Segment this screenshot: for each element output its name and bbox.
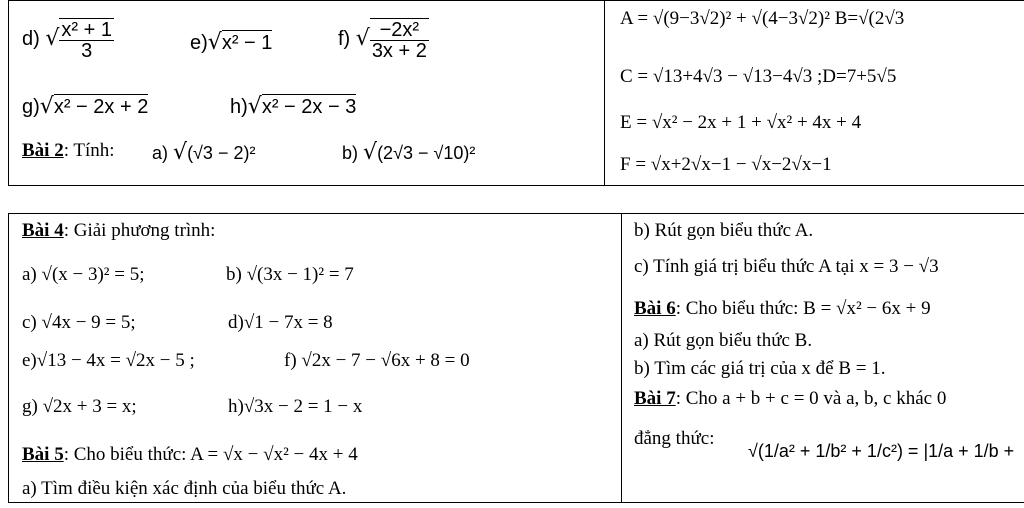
eq-d: d)√1 − 7x = 8 — [228, 312, 333, 333]
expr-C-D: C = √13+4√3 − √13−4√3 ;D=7+5√5 — [620, 66, 897, 87]
bai2-b: b) √(2√3 − √10)² — [342, 140, 476, 165]
item-g: g)√x² − 2x + 2 — [22, 94, 149, 119]
item-h: h)√x² − 2x − 3 — [230, 94, 357, 119]
bai5-a: a) Tìm điều kiện xác định của biểu thức A. — [22, 478, 347, 499]
eq-c: c) √4x − 9 = 5; — [22, 312, 136, 333]
bai6-b: b) Tìm các giá trị của x để B = 1. — [634, 358, 886, 379]
bottom-divider — [621, 213, 622, 503]
bai5-label: Bài 5 — [22, 444, 64, 465]
bai2-a: a) √(√3 − 2)² — [152, 140, 256, 165]
bai5-heading: Bài 5: Cho biểu thức: A = √x − √x² − 4x + 4 — [22, 444, 358, 465]
expr-E: E = √x² − 2x + 1 + √x² + 4x + 4 — [620, 112, 862, 133]
eq-h: h)√3x − 2 = 1 − x — [228, 396, 363, 417]
expr-A-B: A = √(9−3√2)² + √(4−3√2)² B=√(2√3 — [620, 8, 905, 29]
eq-f: f) √2x − 7 − √6x + 8 = 0 — [284, 350, 470, 371]
bai6-heading: Bài 6: Cho biểu thức: B = √x² − 6x + 9 — [634, 298, 931, 319]
bai7-label: Bài 7 — [634, 388, 676, 409]
bai5-b: b) Rút gọn biểu thức A. — [634, 220, 814, 241]
eq-a: a) √(x − 3)² = 5; — [22, 264, 145, 285]
bai7-continuation: đẳng thức: — [634, 428, 715, 449]
bai4-label: Bài 4 — [22, 220, 64, 241]
bai7-heading: Bài 7: Cho a + b + c = 0 và a, b, c khác 0 — [634, 388, 947, 409]
bai6-a: a) Rút gọn biểu thức B. — [634, 330, 813, 351]
bai4-heading: Bài 4: Giải phương trình: — [22, 220, 216, 241]
eq-g: g) √2x + 3 = x; — [22, 396, 137, 417]
bai2-label: Bài 2 — [22, 140, 64, 161]
bai2-line: Bài 2: Tính: — [22, 140, 115, 161]
bai5-c: c) Tính giá trị biểu thức A tại x = 3 − √3 — [634, 256, 939, 277]
item-d: d) √ $\frac{\text{x² + 1}}{3}$ — [22, 19, 112, 62]
eq-b: b) √(3x − 1)² = 7 — [226, 264, 354, 285]
eq-e: e)√13 − 4x = √2x − 5 ; — [22, 350, 195, 371]
top-divider — [604, 0, 605, 186]
item-f: f) √ $\frac{\text{−2x²}}{3x + 2}$ — [338, 19, 427, 62]
item-e: e)√x² − 1 — [190, 30, 273, 55]
expr-F: F = √x+2√x−1 − √x−2√x−1 — [620, 154, 832, 175]
bai6-label: Bài 6 — [634, 298, 676, 319]
bai7-identity: √(1/a² + 1/b² + 1/c²) = |1/a + 1/b + — [748, 441, 1015, 461]
